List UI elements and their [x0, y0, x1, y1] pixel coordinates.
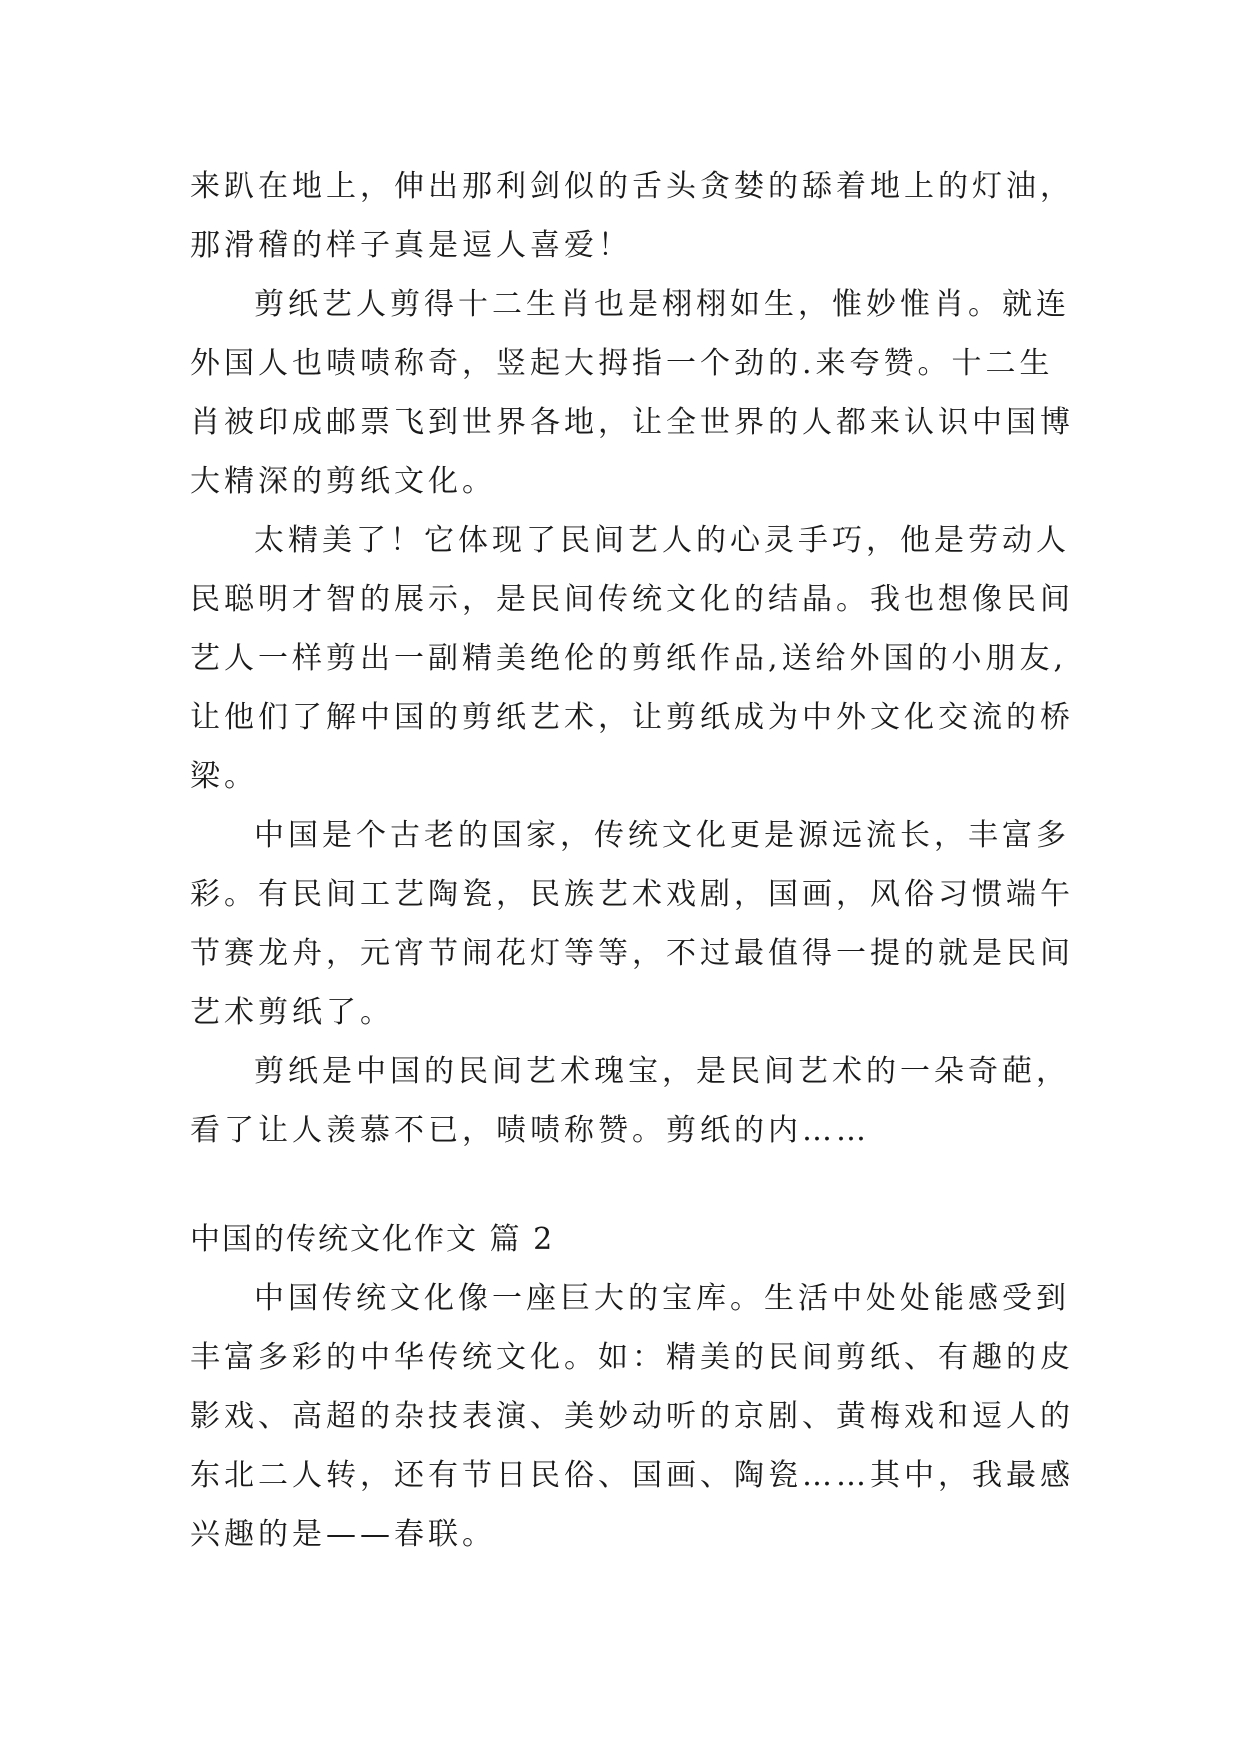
text-line: 梁。	[190, 759, 258, 794]
paragraph	[190, 157, 1074, 275]
text-line: 来趴在地上，伸出那利剑似的舌头贪婪的舔着地上的灯油，	[190, 169, 1074, 204]
text-line: 兴趣的是——春联。	[190, 1517, 496, 1552]
text-line: 节赛龙舟，元宵节闹花灯等等，不过最值得一提的就是民间	[190, 936, 1074, 971]
text-line: 剪纸艺人剪得十二生肖也是栩栩如生，惟妙惟肖。就连	[254, 287, 1070, 322]
paragraph	[190, 511, 1074, 806]
text-line: 那滑稽的样子真是逗人喜爱！	[190, 228, 632, 263]
text-line: 影戏、高超的杂技表演、美妙动听的京剧、黄梅戏和逗人的	[190, 1399, 1074, 1434]
text-line: 艺术剪纸了。	[190, 995, 394, 1030]
text-line: 丰富多彩的中华传统文化。如：精美的民间剪纸、有趣的皮	[190, 1340, 1074, 1375]
text-line: 剪纸是中国的民间艺术瑰宝，是民间艺术的一朵奇葩，	[254, 1054, 1070, 1089]
text-line: 大精深的剪纸文化。	[190, 464, 496, 499]
document-body	[190, 157, 1074, 1564]
text-line: 太精美了！它体现了民间艺人的心灵手巧，他是劳动人	[254, 523, 1070, 558]
text-line: 外国人也啧啧称奇，竖起大拇指一个劲的.来夸赞。十二生	[190, 346, 1054, 381]
text-line: 彩。有民间工艺陶瓷，民族艺术戏剧，国画，风俗习惯端午	[190, 877, 1074, 912]
paragraph	[190, 275, 1074, 511]
text-line: 看了让人羡慕不已，啧啧称赞。剪纸的内……	[190, 1113, 870, 1148]
text-line: 民聪明才智的展示，是民间传统文化的结晶。我也想像民间	[190, 582, 1074, 617]
text-line: 东北二人转，还有节日民俗、国画、陶瓷……其中，我最感	[190, 1458, 1074, 1493]
text-line: 让他们了解中国的剪纸艺术，让剪纸成为中外文化交流的桥	[190, 700, 1074, 735]
paragraph	[190, 1269, 1074, 1564]
text-line: 肖被印成邮票飞到世界各地，让全世界的人都来认识中国博	[190, 405, 1074, 440]
text-line: 艺人一样剪出一副精美绝伦的剪纸作品,送给外国的小朋友,	[190, 641, 1068, 676]
text-line: 中国是个古老的国家，传统文化更是源远流长，丰富多	[254, 818, 1070, 853]
paragraph	[190, 1042, 1070, 1160]
section-heading: 中国的传统文化作文 篇 2	[190, 1222, 555, 1257]
paragraph	[190, 806, 1074, 1042]
text-line: 中国传统文化像一座巨大的宝库。生活中处处能感受到	[254, 1281, 1070, 1316]
